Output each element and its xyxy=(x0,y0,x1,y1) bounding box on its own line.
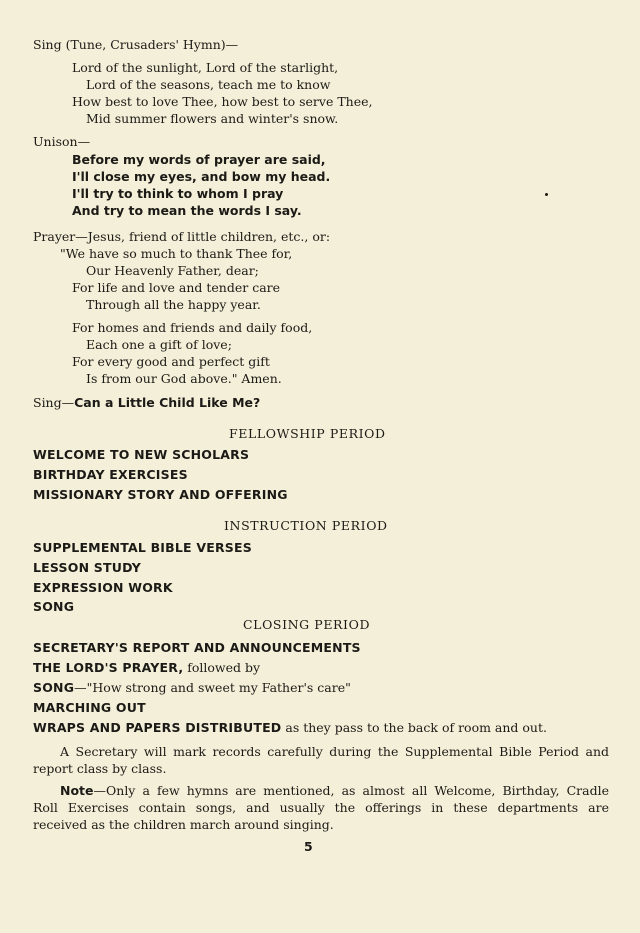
note-line-1 xyxy=(60,783,609,799)
fellowship-heading: FELLOWSHIP PERIOD xyxy=(229,426,386,441)
sing-line xyxy=(33,395,260,411)
note-label: Note xyxy=(60,783,94,798)
hymn-intro: Sing (Tune, Crusaders' Hymn)— xyxy=(33,37,239,52)
note-line-3: received as the children march around singing. xyxy=(33,817,334,832)
prayer-line-5: For homes and friends and daily food, xyxy=(72,320,313,335)
hymn-line-3: How best to love Thee, how best to serve Thee, xyxy=(72,94,373,109)
instruction-heading: INSTRUCTION PERIOD xyxy=(224,518,388,533)
hymn-line-2: Lord of the seasons, teach me to know xyxy=(86,77,331,92)
instruction-item-2: LESSON STUDY xyxy=(33,560,141,575)
closing-item-3-bold: SONG xyxy=(33,680,75,695)
page-number: 5 xyxy=(304,839,313,854)
closing-item-2-rest: followed by xyxy=(183,660,261,675)
fellowship-item-3: MISSIONARY STORY AND OFFERING xyxy=(33,487,288,502)
stray-dot-mark xyxy=(545,193,548,196)
fellowship-item-1: WELCOME TO NEW SCHOLARS xyxy=(33,447,250,462)
closing-item-3 xyxy=(33,680,351,696)
secretary-para-line-2: report class by class. xyxy=(33,761,167,776)
note-line-2: Roll Exercises contain songs, and usually the offerings in these departments are xyxy=(33,800,609,815)
prayer-line-6: Each one a gift of love; xyxy=(86,337,232,352)
prayer-line-1: "We have so much to thank Thee for, xyxy=(60,246,293,261)
unison-line-2: I'll close my eyes, and bow my head. xyxy=(72,169,331,184)
unison-line-4: And try to mean the words I say. xyxy=(72,203,302,218)
instruction-item-1: SUPPLEMENTAL BIBLE VERSES xyxy=(33,540,252,555)
unison-line-3: I'll try to think to whom I pray xyxy=(72,186,284,201)
closing-item-2-bold: THE LORD'S PRAYER, xyxy=(33,660,184,675)
fellowship-item-2: BIRTHDAY EXERCISES xyxy=(33,467,188,482)
hymn-line-1: Lord of the sunlight, Lord of the starlight, xyxy=(72,60,339,75)
unison-line-1: Before my words of prayer are said, xyxy=(72,152,326,167)
closing-heading: CLOSING PERIOD xyxy=(243,617,371,632)
prayer-line-4: Through all the happy year. xyxy=(86,297,261,312)
sing-title: Can a Little Child Like Me? xyxy=(74,395,261,410)
prayer-line-2: Our Heavenly Father, dear; xyxy=(86,263,259,278)
sing-prefix: Sing— xyxy=(33,395,75,410)
closing-item-1: SECRETARY'S REPORT AND ANNOUNCEMENTS xyxy=(33,640,361,655)
prayer-line-8: Is from our God above." Amen. xyxy=(86,371,282,386)
instruction-item-4: SONG xyxy=(33,599,75,614)
secretary-para-line-1: A Secretary will mark records carefully during the Supplemental Bible Period and xyxy=(60,744,609,759)
unison-label: Unison— xyxy=(33,134,91,149)
closing-item-5 xyxy=(33,720,547,736)
prayer-intro: Prayer—Jesus, friend of little children, etc., or: xyxy=(33,229,331,244)
note-line-1-rest: —Only a few hymns are mentioned, as almost all Welcome, Birthday, Cradle xyxy=(93,783,609,798)
instruction-item-3: EXPRESSION WORK xyxy=(33,580,173,595)
closing-item-5-bold: WRAPS AND PAPERS DISTRIBUTED xyxy=(33,720,282,735)
closing-item-2 xyxy=(33,660,260,676)
hymn-line-4: Mid summer flowers and winter's snow. xyxy=(86,111,339,126)
prayer-line-7: For every good and perfect gift xyxy=(72,354,270,369)
closing-item-4: MARCHING OUT xyxy=(33,700,146,715)
closing-item-3-rest: —"How strong and sweet my Father's care" xyxy=(74,680,351,695)
prayer-line-3: For life and love and tender care xyxy=(72,280,281,295)
closing-item-5-rest: as they pass to the back of room and out. xyxy=(281,720,547,735)
